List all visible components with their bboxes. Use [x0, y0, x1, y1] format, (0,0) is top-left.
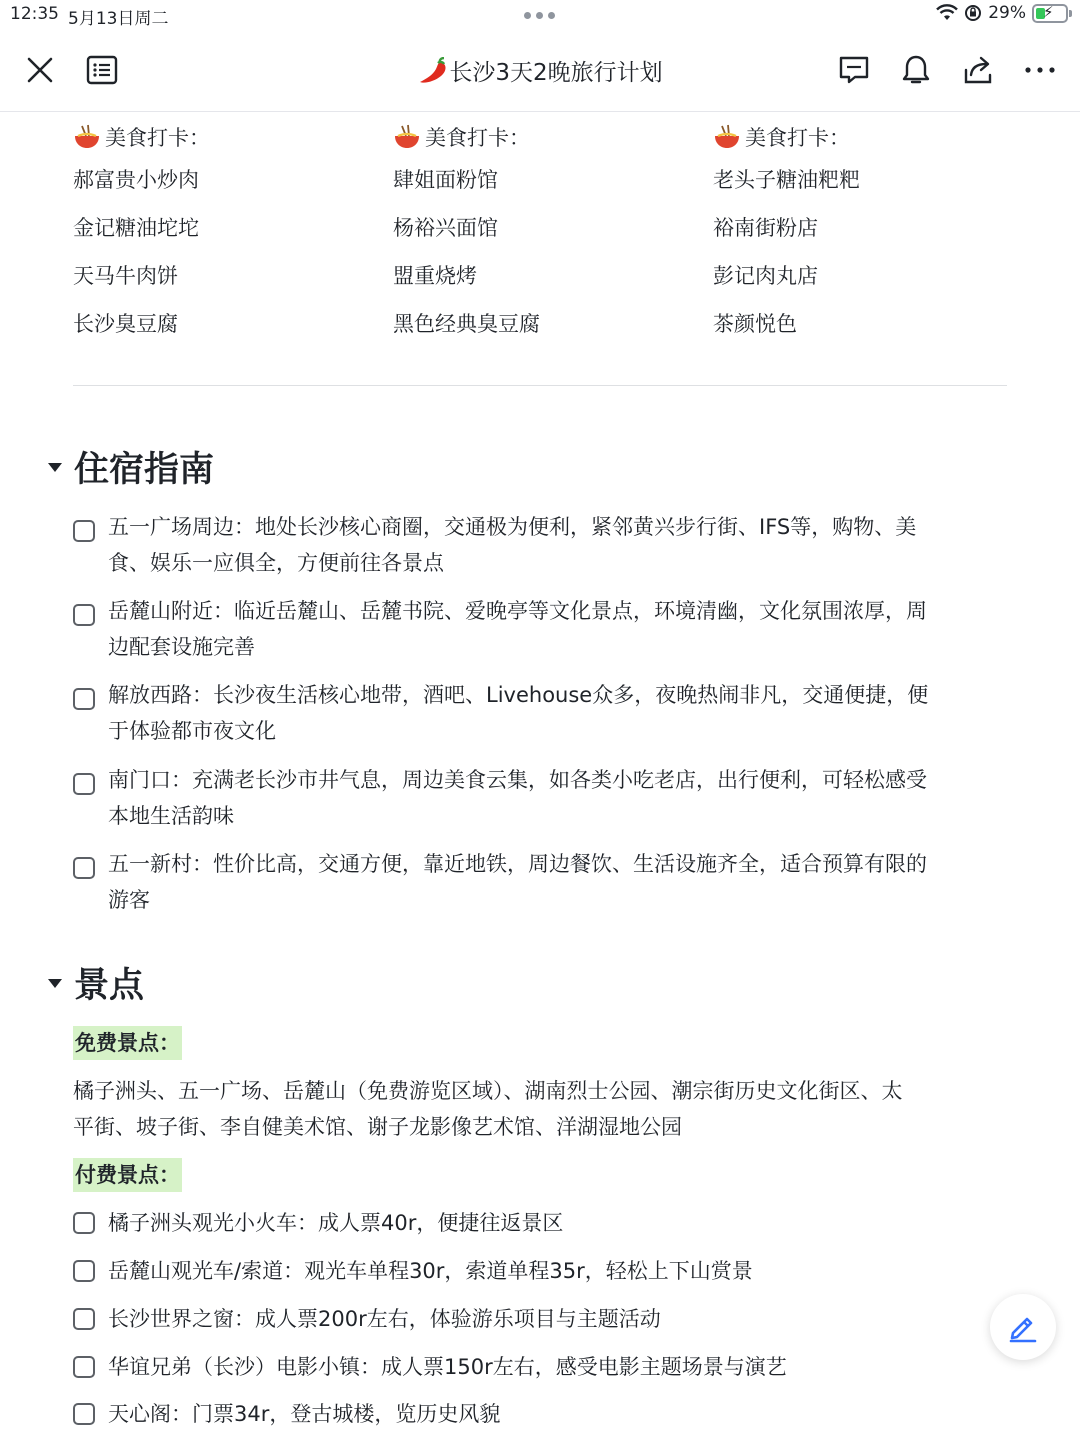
paragraph-line: 橘子洲头、五一广场、岳麓山（免费游览区域）、湖南烈士公园、潮宗街历史文化街区、太 — [73, 1079, 903, 1103]
todo-item — [73, 846, 1013, 918]
food-item: 金记糖油坨坨 — [73, 216, 199, 240]
paragraph-line: 平街、坡子街、李自健美术馆、谢子龙影像艺术馆、洋湖湿地公园 — [73, 1115, 682, 1139]
todo-item — [73, 1390, 1013, 1438]
todo-item — [73, 509, 1013, 581]
food-item: 老头子糖油粑粑 — [713, 168, 860, 192]
noodle-bowl-icon — [73, 124, 101, 150]
food-item: 郝富贵小炒肉 — [73, 168, 199, 192]
lodging-title: 住宿指南 — [74, 450, 215, 490]
todo-checkbox[interactable] — [73, 688, 95, 710]
todo-checkbox[interactable] — [73, 1308, 95, 1330]
todo-text-line: 食、娱乐一应俱全，方便前往各景点 — [108, 551, 444, 575]
todo-text-line: 五一新村：性价比高，交通方便，靠近地铁，周边餐饮、生活设施齐全，适合预算有限的 — [108, 852, 927, 876]
more-button[interactable] — [1020, 50, 1060, 90]
food-item: 黑色经典臭豆腐 — [393, 312, 540, 336]
attractions-title: 景点 — [74, 966, 145, 1006]
pencil-icon — [1007, 1311, 1039, 1343]
paid-attractions-label: 付费景点： — [73, 1158, 182, 1192]
collapse-triangle-icon[interactable] — [48, 463, 62, 472]
food-item: 盟重烧烤 — [393, 264, 477, 288]
food-column — [393, 118, 713, 348]
multitask-dots-icon[interactable] — [524, 12, 555, 19]
more-icon — [1024, 66, 1056, 74]
todo-text-line: 游客 — [108, 888, 150, 912]
food-checkin-grid — [73, 118, 1033, 348]
todo-checkbox[interactable] — [73, 520, 95, 542]
food-item: 长沙臭豆腐 — [73, 312, 178, 336]
food-item: 天马牛肉饼 — [73, 264, 178, 288]
todo-text-line: 边配套设施完善 — [108, 635, 255, 659]
noodle-bowl-icon — [393, 124, 421, 150]
collapse-triangle-icon[interactable] — [48, 979, 62, 988]
todo-text-line: 岳麓山观光车/索道：观光车单程30r，索道单程35r，轻松上下山赏景 — [108, 1259, 753, 1283]
free-attractions-label: 免费景点： — [73, 1026, 182, 1060]
noodle-bowl-icon — [713, 124, 741, 150]
status-date: 5月13日周二 — [68, 9, 169, 29]
food-item: 肆姐面粉馆 — [393, 168, 498, 192]
food-column — [713, 118, 1033, 348]
food-item: 杨裕兴面馆 — [393, 216, 498, 240]
todo-checkbox[interactable] — [73, 604, 95, 626]
todo-item — [73, 1247, 1013, 1295]
chili-pepper-icon — [417, 57, 449, 85]
todo-checkbox[interactable] — [73, 1212, 95, 1234]
lodging-heading — [48, 442, 214, 492]
edit-button[interactable] — [990, 1294, 1056, 1360]
todo-text-line: 南门口：充满老长沙市井气息，周边美食云集，如各类小吃老店，出行便利，可轻松感受 — [108, 768, 927, 792]
top-nav-bar — [0, 30, 1080, 112]
comment-icon — [838, 55, 870, 85]
todo-checkbox[interactable] — [73, 773, 95, 795]
document-title-text: 长沙3天2晚旅行计划 — [449, 60, 663, 86]
todo-checkbox[interactable] — [73, 1356, 95, 1378]
todo-text-line: 本地生活韵味 — [108, 804, 234, 828]
todo-checkbox[interactable] — [73, 857, 95, 879]
todo-text-line: 于体验都市夜文化 — [108, 719, 276, 743]
bell-icon — [901, 54, 931, 86]
todo-text-line: 解放西路：长沙夜生活核心地带，酒吧、Livehouse众多，夜晚热闹非凡，交通便捷，便 — [108, 683, 929, 707]
orientation-lock-icon — [964, 4, 982, 22]
free-attractions-text — [73, 1073, 1013, 1145]
todo-item — [73, 1343, 1013, 1391]
status-bar — [0, 0, 1080, 30]
todo-checkbox[interactable] — [73, 1403, 95, 1425]
notification-button[interactable] — [896, 50, 936, 90]
share-button[interactable] — [958, 50, 998, 90]
food-item: 裕南街粉店 — [713, 216, 818, 240]
food-item: 彭记肉丸店 — [713, 264, 818, 288]
food-column-header: 美食打卡： — [713, 118, 1033, 156]
todo-text-line: 华谊兄弟（长沙）电影小镇：成人票150r左右，感受电影主题场景与演艺 — [108, 1355, 787, 1379]
todo-text-line: 岳麓山附近：临近岳麓山、岳麓书院、爱晚亭等文化景点，环境清幽，文化氛围浓厚，周 — [108, 599, 927, 623]
food-column-header: 美食打卡： — [393, 118, 713, 156]
todo-text-line: 橘子洲头观光小火车：成人票40r，便捷往返景区 — [108, 1211, 564, 1235]
attractions-heading — [48, 958, 144, 1008]
todo-text-line: 天心阁：门票34r，登古城楼，览历史风貌 — [108, 1402, 501, 1426]
todo-item — [73, 593, 1013, 665]
battery-icon: ⚡ — [1032, 4, 1068, 23]
todo-text-line: 长沙世界之窗：成人票200r左右，体验游乐项目与主题活动 — [108, 1307, 661, 1331]
battery-percent: 29% — [988, 3, 1026, 23]
todo-item — [73, 1295, 1013, 1343]
food-item: 茶颜悦色 — [713, 312, 797, 336]
food-column — [73, 118, 393, 348]
section-divider — [73, 385, 1007, 386]
todo-item — [73, 1199, 1013, 1247]
todo-checkbox[interactable] — [73, 1260, 95, 1282]
comment-button[interactable] — [834, 50, 874, 90]
wifi-icon — [936, 4, 958, 22]
status-time: 12:35 — [10, 4, 59, 24]
food-column-header: 美食打卡： — [73, 118, 393, 156]
todo-text-line: 五一广场周边：地处长沙核心商圈，交通极为便利，紧邻黄兴步行街、IFS等，购物、美 — [108, 515, 917, 539]
todo-item — [73, 762, 1013, 834]
share-icon — [962, 55, 994, 85]
todo-item — [73, 677, 1013, 749]
